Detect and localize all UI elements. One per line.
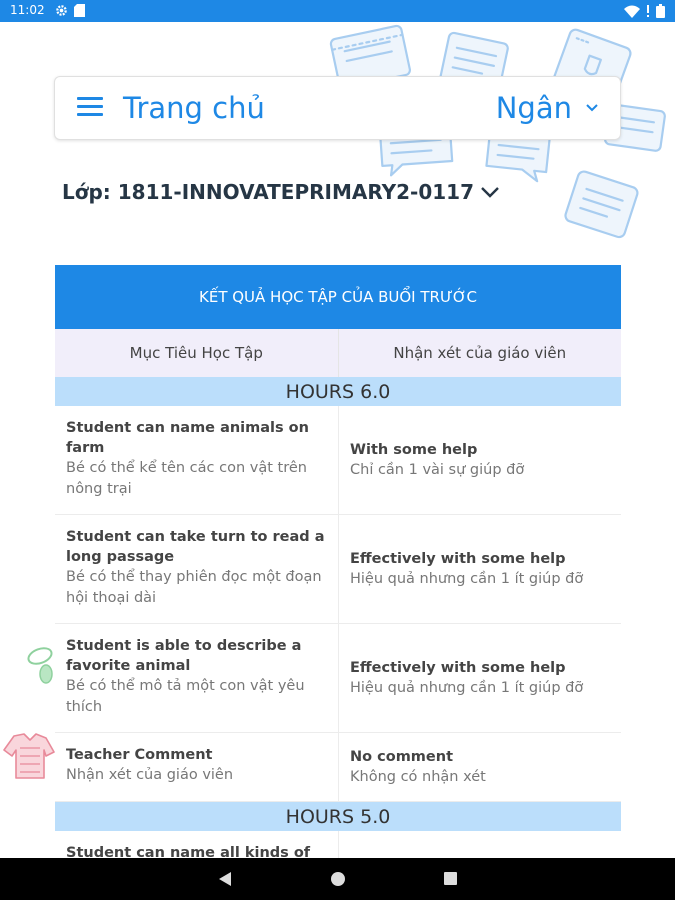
chevron-down-icon: [586, 104, 598, 112]
comment-text: With some help: [350, 441, 478, 458]
goal-text-vi: Bé có thể mô tả một con vật yêu thích: [66, 678, 305, 715]
battery-icon: [656, 4, 665, 18]
goal-text-vi: Bé có thể thay phiên đọc một đoạn hội thoại dài: [66, 569, 322, 606]
comment-text: No comment: [350, 748, 454, 765]
comment-text-vi: Hiệu quả nhưng cần 1 ít giúp đỡ: [350, 679, 584, 696]
app-header: [54, 76, 621, 140]
comment-text-vi: Chỉ cần 1 vài sự giúp đỡ: [350, 461, 525, 478]
column-header-comment: Nhận xét của giáo viên: [393, 344, 567, 362]
goal-text: Student can name animals on farm: [66, 420, 309, 456]
page-title: Trang chủ: [123, 91, 265, 125]
goal-text: Student can take turn to read a long passage: [66, 529, 325, 565]
class-label: Lớp: 1811-INNOVATEPRIMARY2-0117: [62, 180, 475, 204]
goal-text-vi: Bé có thể kể tên các con vật trên nông trại: [66, 460, 307, 497]
decorative-sweater-doodle: [0, 732, 56, 782]
table-row: [55, 733, 621, 802]
navigation-bar: [0, 858, 675, 900]
wifi-icon: [624, 5, 640, 18]
table-row: [55, 624, 621, 733]
comment-text: Effectively with some help: [350, 659, 566, 676]
status-time: 11:02: [10, 3, 45, 17]
table-row: [55, 831, 621, 858]
recents-icon[interactable]: [444, 872, 457, 885]
table-row: [55, 406, 621, 515]
goal-text: Student is able to describe a favorite animal: [66, 638, 302, 674]
back-icon[interactable]: [218, 871, 232, 887]
decorative-leaf-doodle: [24, 640, 56, 690]
section-header: HOURS 6.0: [55, 377, 621, 406]
chevron-down-icon: [480, 186, 500, 198]
section-header: HOURS 5.0: [55, 802, 621, 831]
sim-icon: [74, 4, 85, 17]
table-row: [55, 515, 621, 624]
results-title: KẾT QUẢ HỌC TẬP CỦA BUỔI TRƯỚC: [55, 265, 621, 329]
goal-text-vi: Nhận xét của giáo viên: [66, 767, 234, 783]
signal-icon: [646, 5, 650, 17]
home-icon[interactable]: [331, 872, 345, 886]
comment-text: Effectively with some help: [350, 550, 566, 567]
settings-icon: [55, 4, 68, 17]
status-bar: [0, 0, 675, 22]
goal-text: Student can name all kinds of: [66, 845, 311, 858]
column-header-goal: Mục Tiêu Học Tập: [55, 329, 339, 377]
results-card: [55, 265, 621, 858]
goal-text: Teacher Comment: [66, 747, 213, 763]
user-selector[interactable]: [496, 91, 598, 125]
user-name: Ngân: [495, 91, 572, 125]
comment-text-vi: Hiệu quả nhưng cần 1 ít giúp đỡ: [350, 570, 584, 587]
column-headers: [55, 329, 621, 377]
menu-icon[interactable]: [77, 97, 103, 121]
comment-text-vi: Không có nhận xét: [350, 768, 486, 785]
class-selector[interactable]: [62, 180, 500, 204]
